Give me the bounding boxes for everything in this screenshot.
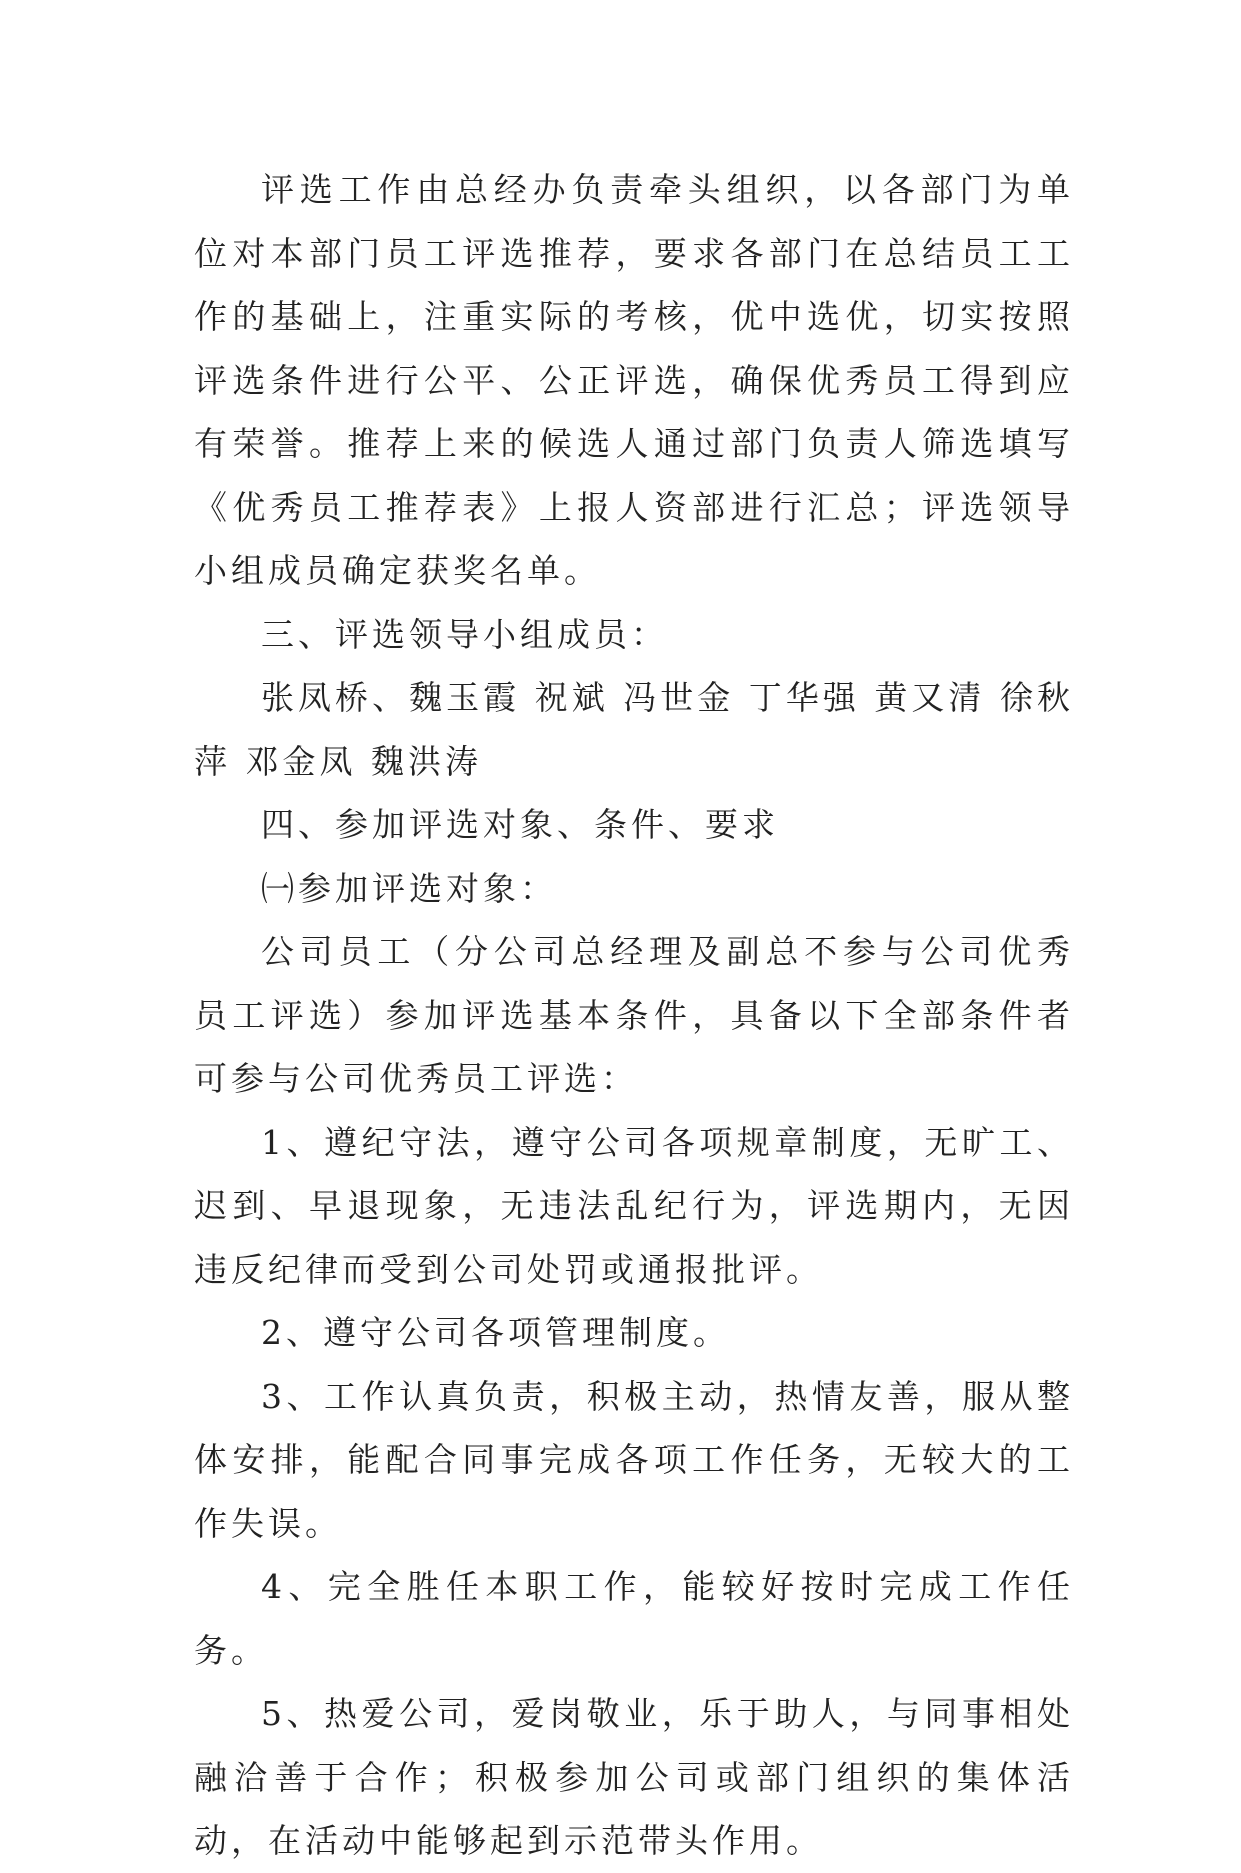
criterion-3: 3、工作认真负责，积极主动，热情友善，服从整体安排，能配合同事完成各项工作任务，无较大的工作失误。 bbox=[194, 1376, 1074, 1543]
heading-leadership-group: 三、评选领导小组成员： bbox=[261, 614, 668, 654]
paragraph-eligible-staff: 公司员工（分公司总经理及副总不参与公司优秀员工评选）参加评选基本条件，具备以下全部条件者可参与公司优秀员工评选： bbox=[194, 932, 1074, 1098]
criterion-4: 4、完全胜任本职工作，能较好按时完成工作任务。 bbox=[194, 1567, 1074, 1670]
paragraph-selection-process: 评选工作由总经办负责牵头组织，以各部门为单位对本部门员工评选推荐，要求各部门在总结员工工作的基础上，注重实际的考核，优中选优，切实按照评选条件进行公平、公正评选，确保优秀员工得到应有荣誉。推荐上来的候选人通过部门负责人筛选填写《优秀员工推荐表》上报人资部进行汇总；评选领导小组成员确定获奖名单。 bbox=[194, 170, 1074, 590]
document-body bbox=[194, 158, 1074, 1873]
paragraph-group-members: 张凤桥、魏玉霞 祝斌 冯世金 丁华强 黄又清 徐秋萍 邓金凤 魏洪涛 bbox=[194, 678, 1074, 781]
heading-eligibility: 四、参加评选对象、条件、要求 bbox=[261, 805, 779, 844]
subheading-eligible-participants: ㈠参加评选对象： bbox=[261, 868, 557, 908]
criterion-2: 2、遵守公司各项管理制度。 bbox=[261, 1313, 730, 1352]
criterion-5: 5、热爱公司，爱岗敬业，乐于助人，与同事相处融洽善于合作；积极参加公司或部门组织的集体活动，在活动中能够起到示范带头作用。 bbox=[194, 1694, 1074, 1860]
criterion-1: 1、遵纪守法，遵守公司各项规章制度，无旷工、迟到、早退现象，无违法乱纪行为，评选期内，无因违反纪律而受到公司处罚或通报批评。 bbox=[194, 1122, 1074, 1289]
